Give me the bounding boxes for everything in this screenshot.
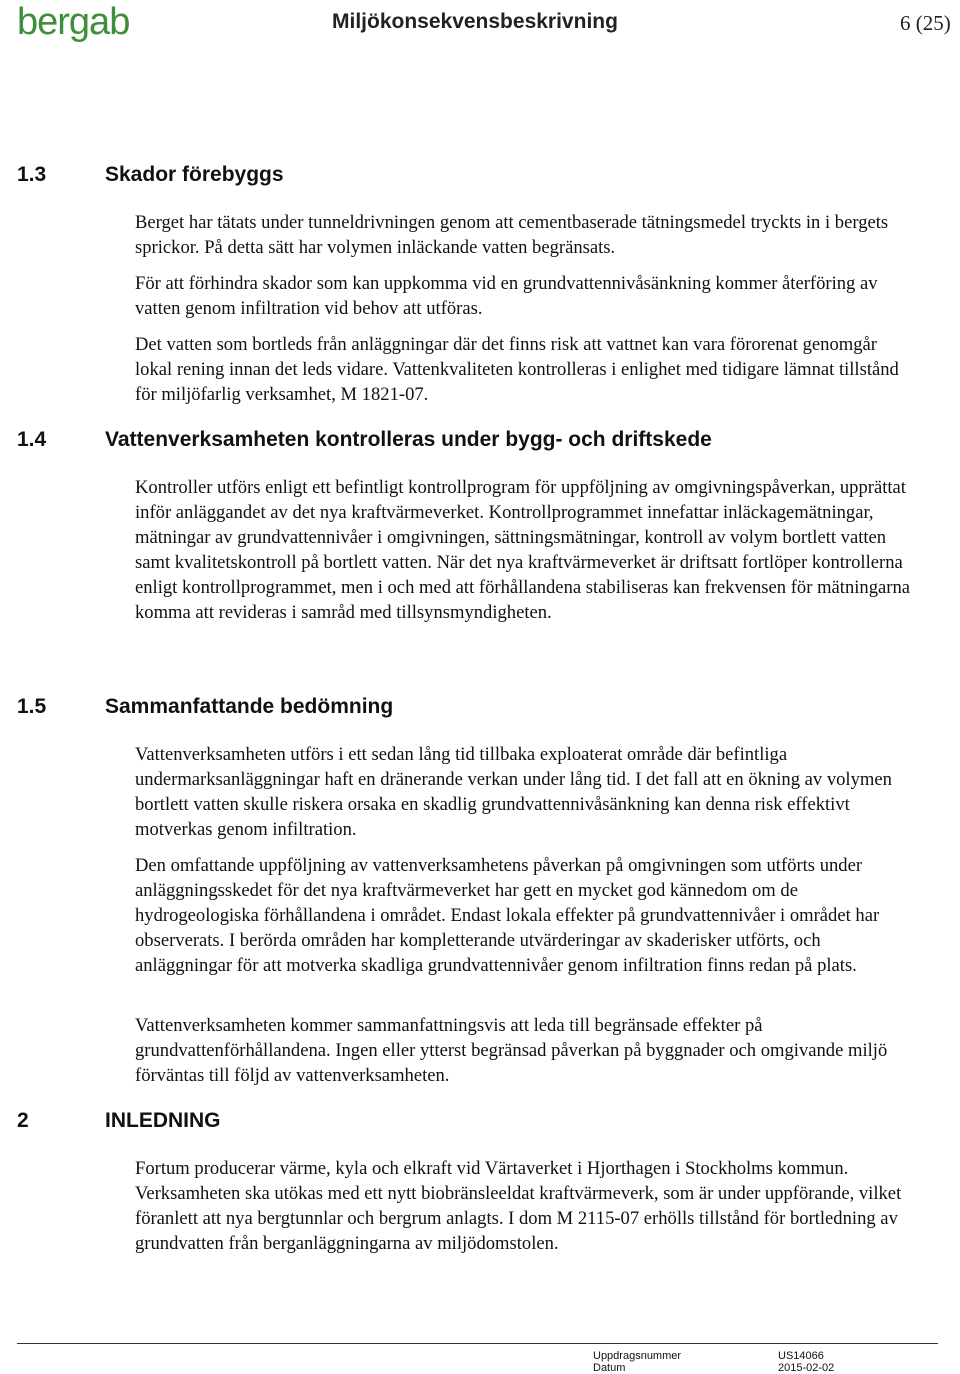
bergab-logo-mark [17, 4, 129, 50]
footer-datum-value: 2015-02-02 [778, 1362, 835, 1374]
page-number: 6 (25) [900, 11, 951, 35]
footer-uppdragsnummer-value: US14066 [778, 1350, 824, 1362]
section-heading-1-5 [17, 695, 393, 719]
section-number: 2 [17, 1109, 29, 1132]
footer-divider [17, 1343, 938, 1344]
paragraph: Vattenverksamheten kommer sammanfattningsvis att leda till begränsade effekter på grundvattenförhållandena. Ingen eller ytterst begränsad påverkan på byggnader och omgivande miljö förväntas till följd av vattenverksamheten. [135, 1015, 888, 1086]
footer-datum-label: Datum [593, 1362, 626, 1374]
section-heading-1-4 [17, 428, 712, 452]
section-number: 1.5 [17, 695, 47, 718]
paragraph: För att förhindra skador som kan uppkomma vid en grundvattennivåsänkning kommer återföring av vatten genom infiltration vid behov att utföras. [135, 273, 878, 319]
section-title: Sammanfattande bedömning [105, 695, 394, 718]
paragraph: Fortum producerar värme, kyla och elkraft vid Värtaverket i Hjorthagen i Stockholms kommun. Verksamheten ska utökas med ett nytt biobränsleeldat kraftvärmeverk, som är under uppförande, vilket föranlett att nya bergtunnlar och bergrum anlagts. I dom M 2115-07 erhölls tillstånd för bortledning av grundvatten från berganläggningarna av miljödomstolen. [135, 1158, 902, 1254]
section-heading-2 [17, 1109, 221, 1133]
paragraph: Kontroller utförs enligt ett befintligt kontrollprogram för uppföljning av omgivningspåverkan, upprättat inför anläggandet av det nya kraftvärmeverket. Kontrollprogrammet innefattar inläckagemätningar, mätningar av grundvattennivåer i omgivningen, sättningsmätningar, kontroll av volym bortlett vatten samt kvalitetskontroll på bortlett vatten. När det nya kraftvärmeverket är driftsatt fortlöper kontrollerna enligt kontrollprogrammet, men i och med att förhållandena stabiliseras kan frekvensen för mätningarna komma att revideras i samråd med tillsynsmyndigheten. [135, 477, 910, 623]
paragraph: Berget har tätats under tunneldrivningen genom att cementbaserade tätningsmedel tryckts in i bergets sprickor. På detta sätt har volymen inläckande vatten begränsats. [135, 212, 889, 258]
section-title: Skador förebyggs [105, 163, 284, 186]
paragraph: Vattenverksamheten utförs i ett sedan lång tid tillbaka exploaterat område där befintliga undermarksanläggningar haft en dränerande verkan under lång tid. I det fall att en ökning av volymen bortlett vatten skulle riskera orsaka en skadlig grundvattennivåsänkning kan denna risk effektivt motverkas genom infiltration. [135, 744, 892, 840]
section-number: 1.4 [17, 428, 47, 451]
section-title: INLEDNING [105, 1109, 221, 1132]
section-title: Vattenverksamheten kontrolleras under bygg- och driftskede [105, 428, 712, 451]
logo-wordmark: bergab [17, 4, 129, 43]
section-number: 1.3 [17, 163, 47, 186]
bergab-logo [17, 4, 129, 55]
paragraph: Den omfattande uppföljning av vattenverksamhetens påverkan på omgivningen som utförts under anläggningsskedet för det nya kraftvärmeverket har gett en mycket god kännedom om de hydrogeologiska förhållandena i området. Endast lokala effekter på grundvattennivåer i området har observerats. I berörda områden har kompletterande utvärderingar av skaderisker utförts, och anläggningar för att motverka skadliga grundvattennivåer genom infiltration finns redan på plats. [135, 855, 880, 976]
footer-uppdragsnummer-label: Uppdragsnummer [593, 1350, 682, 1362]
document-title: Miljökonsekvensbeskrivning [332, 10, 618, 33]
section-heading-1-3 [17, 163, 284, 187]
paragraph: Det vatten som bortleds från anläggningar där det finns risk att vattnet kan vara förorenat genomgår lokal rening innan det leds vidare. Vattenkvaliteten kontrolleras i enlighet med tidigare lämnat tillstånd för miljöfarlig verksamhet, M 1821-07. [135, 334, 899, 405]
